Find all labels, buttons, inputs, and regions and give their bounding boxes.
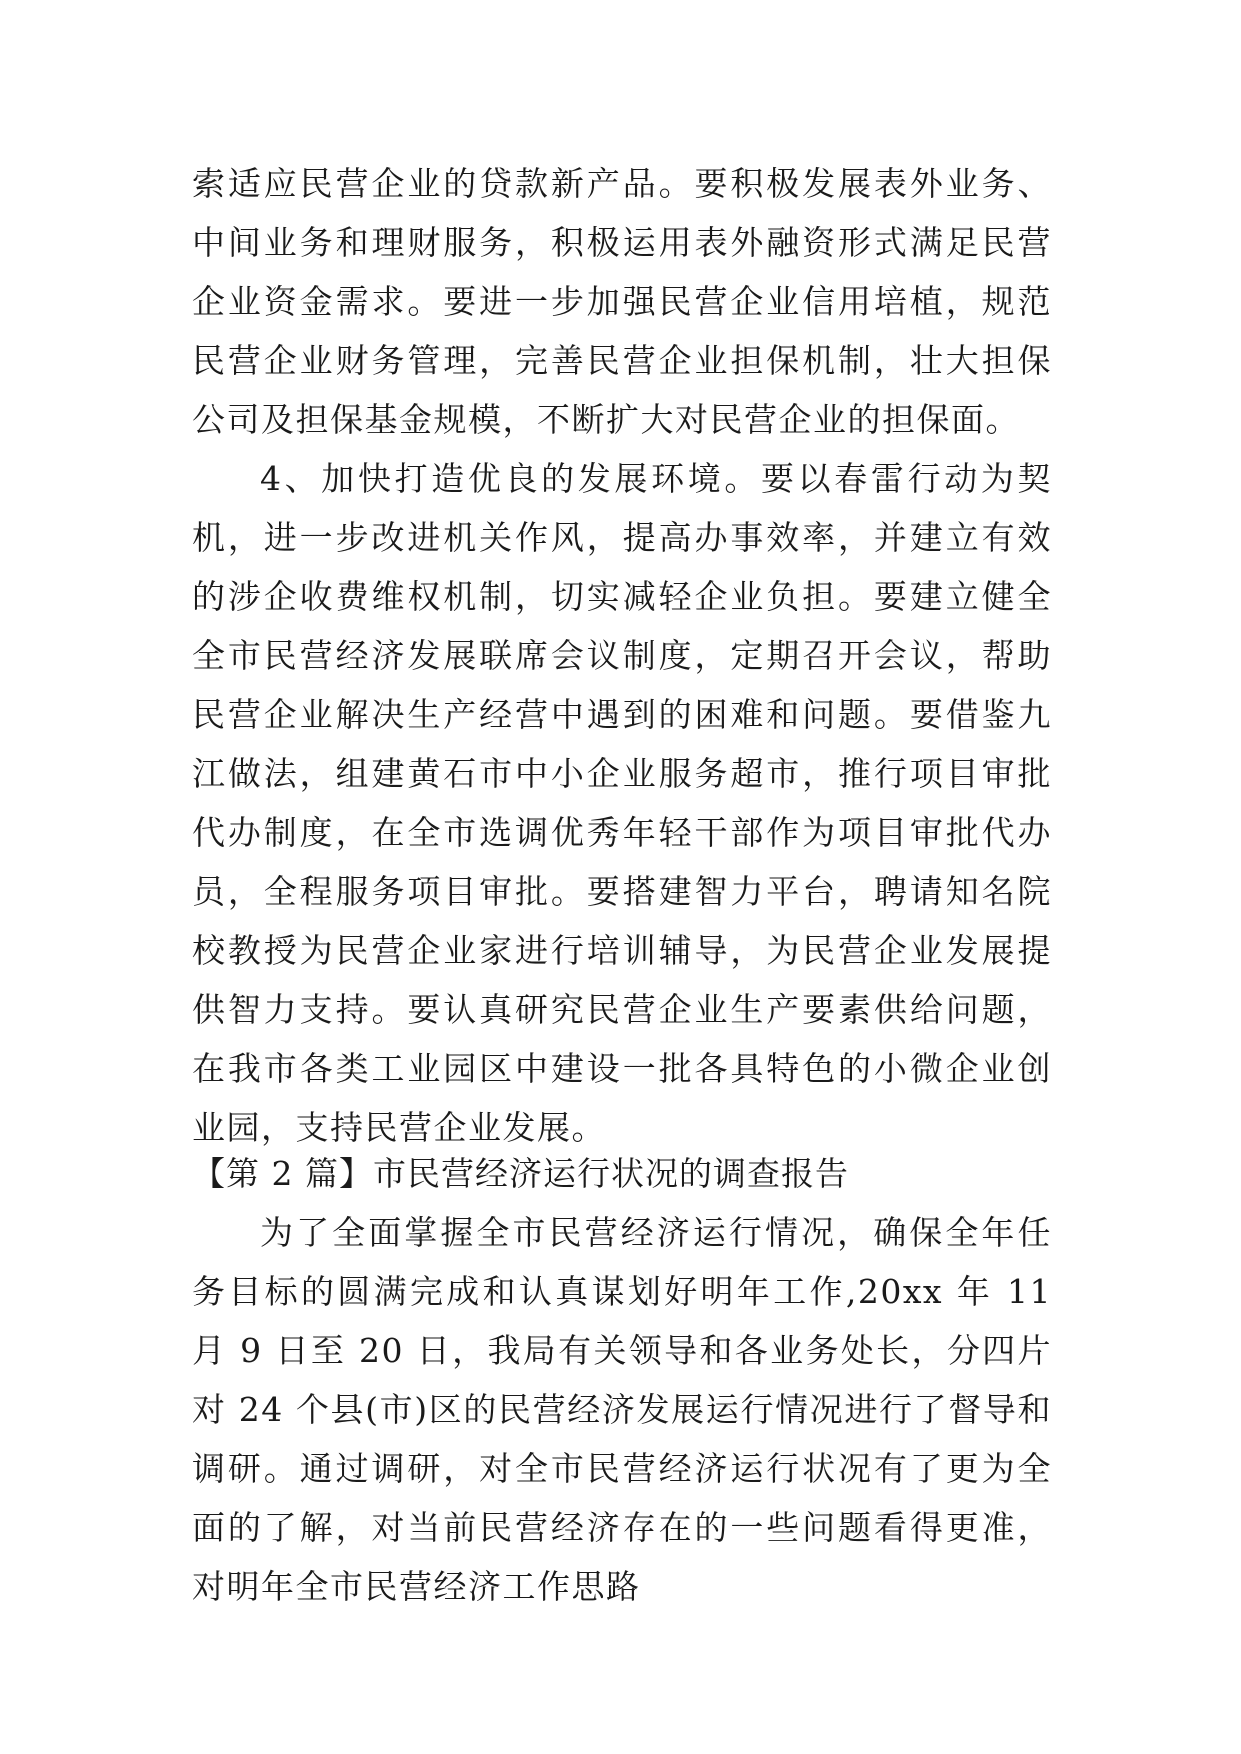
paragraph-item-4: 4、加快打造优良的发展环境。要以春雷行动为契机，进一步改进机关作风，提高办事效率，并建立有效的涉企收费维权机制，切实减轻企业负担。要建立健全全市民营经济发展联席会议制度，定期召开会议，帮助民营企业解决生产经营中遇到的困难和问题。要借鉴九江做法，组建黄石市中小企业服务超市，推行项目审批代办制度，在全市选调优秀年轻干部作为项目审批代办员，全程服务项目审批。要搭建智力平台，聘请知名院校教授为民营企业家进行培训辅导，为民营企业发展提供智力支持。要认真研究民营企业生产要素供给问题，在我市各类工业园区中建设一批各具特色的小微企业创业园，支持民营企业发展。 bbox=[192, 459, 1052, 1147]
paragraph-intro: 为了全面掌握全市民营经济运行情况，确保全年任务目标的圆满完成和认真谋划好明年工作,20xx 年 11 月 9 日至 20 日，我局有关领导和各业务处长，分四片对 24 个县(市)区的民营经济发展运行情况进行了督导和调研。通过调研，对全市民营经济运行状况有了更为全面的了解，对当前民营经济存在的一些问题看得更准，对明年全市民营经济工作思路 bbox=[192, 1213, 1052, 1606]
paragraph-continued: 索适应民营企业的贷款新产品。要积极发展表外业务、中间业务和理财服务，积极运用表外融资形式满足民营企业资金需求。要进一步加强民营企业信用培植，规范民营企业财务管理，完善民营企业担保机制，壮大担保公司及担保基金规模，不断扩大对民营企业的担保面。 bbox=[192, 164, 1052, 439]
section-heading: 【第 2 篇】市民营经济运行状况的调查报告 bbox=[192, 1154, 849, 1193]
